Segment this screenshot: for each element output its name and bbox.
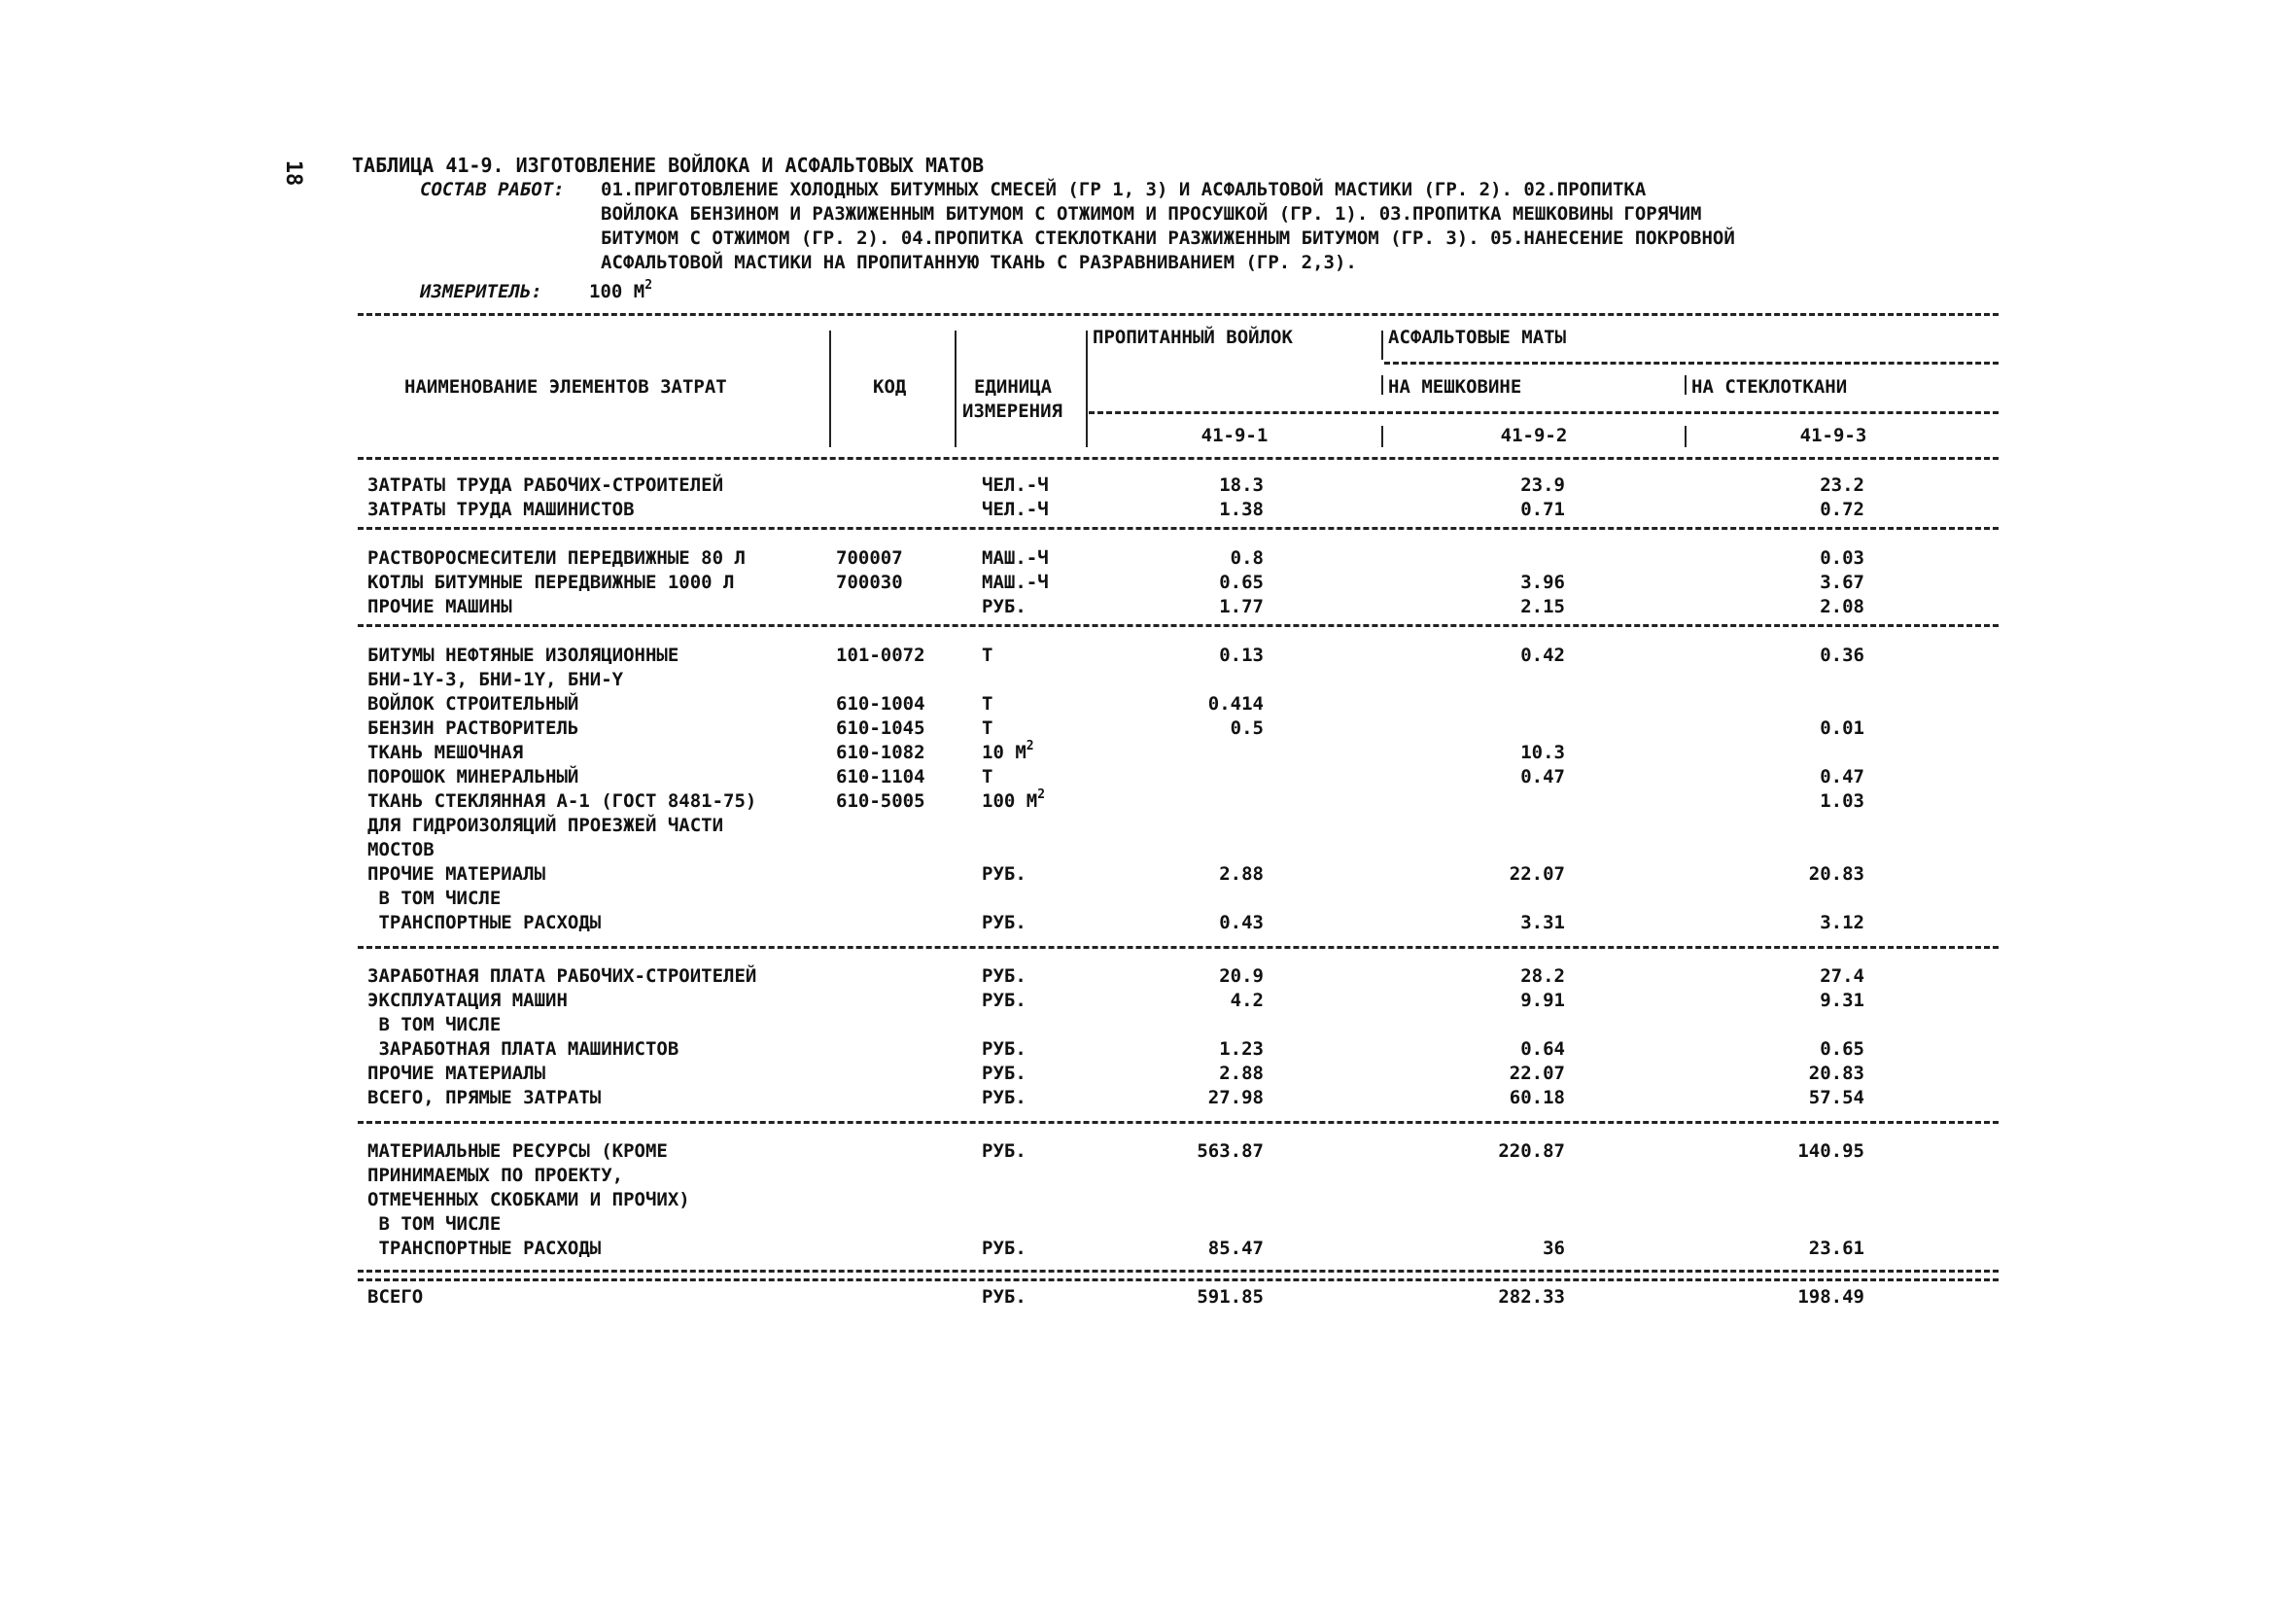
header-code-2: 41-9-2 (1500, 425, 1568, 446)
row-value-felt: 0.13 (1219, 645, 1264, 666)
row-value-fiberglass: 23.2 (1820, 474, 1864, 496)
row-name: ПРОЧИЕ МАТЕРИАЛЫ (367, 863, 546, 885)
row-name: В ТОМ ЧИСЛЕ (367, 1014, 502, 1035)
header-top-rule (358, 313, 1999, 316)
row-name: ВСЕГО, ПРЯМЫЕ ЗАТРАТЫ (367, 1087, 602, 1108)
row-value-burlap: 36 (1543, 1238, 1565, 1259)
row-name: БЕНЗИН РАСТВОРИТЕЛЬ (367, 717, 579, 739)
row-value-felt: 563.87 (1197, 1140, 1264, 1162)
header-divider (1086, 331, 1088, 447)
row-name: БИТУМЫ НЕФТЯНЫЕ ИЗОЛЯЦИОННЫЕ (367, 645, 679, 666)
row-value-fiberglass: 57.54 (1808, 1087, 1864, 1108)
row-value-burlap: 0.42 (1520, 645, 1565, 666)
row-value-burlap: 60.18 (1509, 1087, 1565, 1108)
row-unit: МАШ.-Ч (982, 572, 1049, 593)
row-unit: РУБ. (982, 1063, 1026, 1084)
row-name: ЭКСПЛУАТАЦИЯ МАШИН (367, 990, 568, 1011)
row-name: РАСТВОРОСМЕСИТЕЛИ ПЕРЕДВИЖНЫЕ 80 Л (367, 547, 746, 569)
row-unit: 100 $М^2$ (982, 787, 1046, 812)
work-line-4: АСФАЛЬТОВОЙ МАСТИКИ НА ПРОПИТАННУЮ ТКАНЬ С РАЗРАВНИВАНИЕМ (ГР. 2,3). (601, 252, 1357, 273)
row-name: МАТЕРИАЛЬНЫЕ РЕСУРСЫ (КРОМЕ (367, 1140, 668, 1162)
work-line-2: ВОЙЛОКА БЕНЗИНОМ И РАЗЖИЖЕННЫМ БИТУМОМ С ОТЖИМОМ И ПРОСУШКОЙ (ГР. 1). 03.ПРОПИТКА МЕШКОВИНЫ ГОРЯЧИМ (601, 203, 1702, 225)
row-name: КОТЛЫ БИТУМНЫЕ ПЕРЕДВИЖНЫЕ 1000 Л (367, 572, 735, 593)
row-value-fiberglass: 0.03 (1820, 547, 1864, 569)
row-value-felt: 0.43 (1219, 912, 1264, 933)
row-value-burlap: 0.71 (1520, 499, 1565, 520)
row-unit: РУБ. (982, 1140, 1026, 1162)
row-unit: РУБ. (982, 1038, 1026, 1060)
row-value-felt: 4.2 (1230, 990, 1264, 1011)
header-divider (1685, 375, 1687, 395)
row-name: ЗАРАБОТНАЯ ПЛАТА РАБОЧИХ-СТРОИТЕЛЕЙ (367, 965, 757, 987)
group-rule (358, 946, 1999, 949)
row-code: 610-1045 (836, 717, 925, 739)
header-unit-col: ЕДИНИЦА (974, 376, 1053, 398)
page-number: 18 (281, 159, 305, 187)
row-value-felt: 2.88 (1219, 1063, 1264, 1084)
header-unit-col-2: ИЗМЕРЕНИЯ (962, 401, 1062, 422)
row-value-burlap: 282.33 (1498, 1286, 1565, 1308)
row-value-felt: 1.77 (1219, 596, 1264, 617)
row-name: ПРОЧИЕ МАТЕРИАЛЫ (367, 1063, 546, 1084)
header-sub-burlap: НА МЕШКОВИНЕ (1388, 376, 1522, 398)
row-unit: РУБ. (982, 1286, 1026, 1308)
row-value-fiberglass: 23.61 (1808, 1238, 1864, 1259)
row-unit: МАШ.-Ч (982, 547, 1049, 569)
row-name: ВОЙЛОК СТРОИТЕЛЬНЫЙ (367, 693, 579, 715)
row-value-burlap: 0.47 (1520, 766, 1565, 787)
row-unit: РУБ. (982, 863, 1026, 885)
row-value-felt: 591.85 (1197, 1286, 1264, 1308)
row-unit: РУБ. (982, 1087, 1026, 1108)
row-value-fiberglass: 2.08 (1820, 596, 1864, 617)
row-value-fiberglass: 0.01 (1820, 717, 1864, 739)
row-value-fiberglass: 9.31 (1820, 990, 1864, 1011)
row-code: 610-1004 (836, 693, 925, 715)
row-name: ДЛЯ ГИДРОИЗОЛЯЦИЙ ПРОЕЗЖЕЙ ЧАСТИ (367, 815, 724, 836)
work-label: СОСТАВ РАБОТ: (420, 179, 565, 200)
row-value-fiberglass: 0.72 (1820, 499, 1864, 520)
row-unit: РУБ. (982, 965, 1026, 987)
header-bottom-rule (358, 457, 1999, 460)
row-name: ПРОЧИЕ МАШИНЫ (367, 596, 512, 617)
row-value-felt: 18.3 (1219, 474, 1264, 496)
meter-label: ИЗМЕРИТЕЛЬ: (420, 281, 542, 302)
row-value-felt: 2.88 (1219, 863, 1264, 885)
row-value-felt: 0.8 (1230, 547, 1264, 569)
row-value-burlap: 220.87 (1498, 1140, 1565, 1162)
row-value-burlap: 3.31 (1520, 912, 1565, 933)
row-value-fiberglass: 1.03 (1820, 790, 1864, 812)
row-value-felt: 20.9 (1219, 965, 1264, 987)
group-rule (358, 527, 1999, 530)
row-name: В ТОМ ЧИСЛЕ (367, 888, 502, 909)
row-value-burlap: 23.9 (1520, 474, 1565, 496)
row-value-burlap: 10.3 (1520, 742, 1565, 763)
row-unit: ЧЕЛ.-Ч (982, 474, 1049, 496)
row-unit: Т (982, 693, 993, 715)
header-name-col: НАИМЕНОВАНИЕ ЭЛЕМЕНТОВ ЗАТРАТ (404, 376, 727, 398)
row-unit: 10 $М^2$ (982, 739, 1034, 763)
row-value-fiberglass: 0.65 (1820, 1038, 1864, 1060)
table-title: ТАБЛИЦА 41-9. ИЗГОТОВЛЕНИЕ ВОЙЛОКА И АСФАЛЬТОВЫХ МАТОВ (352, 154, 985, 177)
header-code-1: 41-9-1 (1200, 425, 1269, 446)
row-value-fiberglass: 198.49 (1797, 1286, 1864, 1308)
row-value-burlap: 2.15 (1520, 596, 1565, 617)
group-rule (358, 624, 1999, 627)
row-value-felt: 0.414 (1207, 693, 1264, 715)
row-value-felt: 1.38 (1219, 499, 1264, 520)
row-name: ТКАНЬ МЕШОЧНАЯ (367, 742, 524, 763)
header-group-felt: ПРОПИТАННЫЙ ВОЙЛОК (1093, 327, 1293, 348)
row-code: 610-1104 (836, 766, 925, 787)
row-name: ПОРОШОК МИНЕРАЛЬНЫЙ (367, 766, 579, 787)
row-code: 610-1082 (836, 742, 925, 763)
row-name: ЗАТРАТЫ ТРУДА МАШИНИСТОВ (367, 499, 635, 520)
row-value-fiberglass: 140.95 (1797, 1140, 1864, 1162)
row-code: 700030 (836, 572, 903, 593)
row-value-felt: 1.23 (1219, 1038, 1264, 1060)
header-code-col: КОД (873, 376, 907, 398)
row-name: БНИ-1Y-3, БНИ-1Y, БНИ-Y (367, 669, 624, 690)
row-name: В ТОМ ЧИСЛЕ (367, 1213, 502, 1235)
row-value-felt: 0.5 (1230, 717, 1264, 739)
row-code: 700007 (836, 547, 903, 569)
row-value-fiberglass: 0.47 (1820, 766, 1864, 787)
row-value-burlap: 9.91 (1520, 990, 1565, 1011)
row-name: ТКАНЬ СТЕКЛЯННАЯ А-1 (ГОСТ 8481-75) (367, 790, 757, 812)
row-value-burlap: 22.07 (1509, 1063, 1565, 1084)
row-unit: Т (982, 645, 993, 666)
row-name: ЗАТРАТЫ ТРУДА РАБОЧИХ-СТРОИТЕЛЕЙ (367, 474, 724, 496)
header-divider (1381, 331, 1383, 360)
row-name: ВСЕГО (367, 1286, 424, 1308)
header-divider (1381, 426, 1383, 447)
row-unit: Т (982, 766, 993, 787)
row-unit: РУБ. (982, 596, 1026, 617)
row-unit: РУБ. (982, 912, 1026, 933)
work-line-3: БИТУМОМ С ОТЖИМОМ (ГР. 2). 04.ПРОПИТКА СТЕКЛОТКАНИ РАЗЖИЖЕННЫМ БИТУМОМ (ГР. 3). 05.НАНЕСЕНИЕ ПОКРОВНОЙ (601, 227, 1735, 249)
row-value-fiberglass: 3.67 (1820, 572, 1864, 593)
meter-value: 100 $М^2$ (589, 278, 653, 302)
header-divider (955, 331, 957, 447)
row-value-felt: 85.47 (1207, 1238, 1264, 1259)
row-unit: ЧЕЛ.-Ч (982, 499, 1049, 520)
row-value-burlap: 0.64 (1520, 1038, 1565, 1060)
row-value-fiberglass: 20.83 (1808, 1063, 1864, 1084)
row-value-fiberglass: 27.4 (1820, 965, 1864, 987)
header-divider (1381, 375, 1383, 395)
row-name: ПРИНИМАЕМЫХ ПО ПРОЕКТУ, (367, 1165, 624, 1186)
row-value-fiberglass: 0.36 (1820, 645, 1864, 666)
row-name: МОСТОВ (367, 839, 435, 860)
row-name: ОТМЕЧЕННЫХ СКОБКАМИ И ПРОЧИХ) (367, 1189, 690, 1210)
header-sub-rule (1384, 362, 1999, 365)
row-name: ТРАНСПОРТНЫЕ РАСХОДЫ (367, 1238, 602, 1259)
header-divider (1685, 426, 1687, 447)
header-group-mats: АСФАЛЬТОВЫЕ МАТЫ (1388, 327, 1567, 348)
header-code-rule (1089, 411, 1999, 414)
group-rule (358, 1270, 1999, 1273)
row-value-fiberglass: 20.83 (1808, 863, 1864, 885)
group-rule (358, 1121, 1999, 1124)
header-divider (829, 331, 831, 447)
row-value-burlap: 28.2 (1520, 965, 1565, 987)
row-unit: Т (982, 717, 993, 739)
row-value-felt: 0.65 (1219, 572, 1264, 593)
header-code-3: 41-9-3 (1799, 425, 1867, 446)
row-code: 610-5005 (836, 790, 925, 812)
header-sub-fiberglass: НА СТЕКЛОТКАНИ (1691, 376, 1848, 398)
work-line-1: 01.ПРИГОТОВЛЕНИЕ ХОЛОДНЫХ БИТУМНЫХ СМЕСЕЙ (ГР 1, 3) И АСФАЛЬТОВОЙ МАСТИКИ (ГР. 2). 02.ПРОПИТКА (601, 179, 1647, 200)
row-unit: РУБ. (982, 990, 1026, 1011)
row-value-fiberglass: 3.12 (1820, 912, 1864, 933)
group-rule (358, 1278, 1999, 1281)
row-value-felt: 27.98 (1207, 1087, 1264, 1108)
row-value-burlap: 22.07 (1509, 863, 1565, 885)
row-value-burlap: 3.96 (1520, 572, 1565, 593)
row-unit: РУБ. (982, 1238, 1026, 1259)
row-code: 101-0072 (836, 645, 925, 666)
row-name: ТРАНСПОРТНЫЕ РАСХОДЫ (367, 912, 602, 933)
row-name: ЗАРАБОТНАЯ ПЛАТА МАШИНИСТОВ (367, 1038, 679, 1060)
